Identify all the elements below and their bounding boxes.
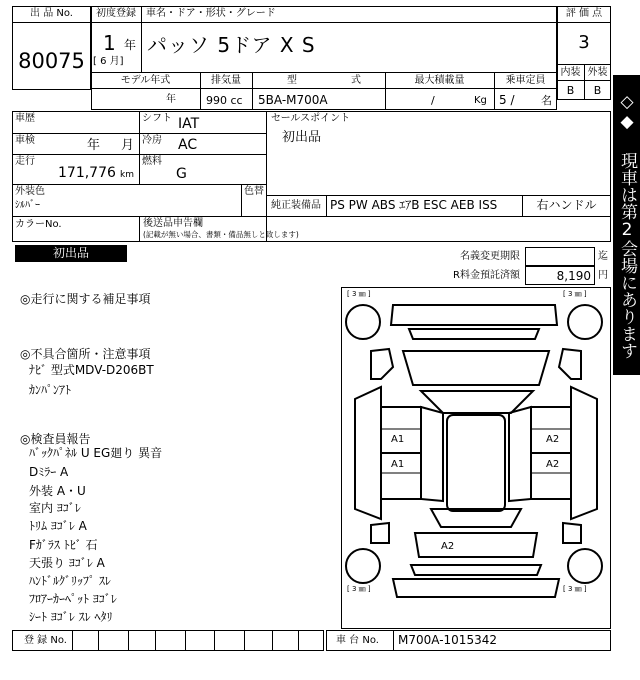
hood-top — [409, 329, 539, 339]
inspector-line: Fｶﾞﾗｽ ﾄﾋﾞ 石 — [29, 538, 98, 552]
pillar-right — [509, 407, 531, 501]
rating: 3 — [578, 32, 590, 53]
rear-bumper — [393, 579, 559, 597]
first-reg-month: [ 6 月] — [93, 56, 124, 67]
sales-point: 初出品 — [282, 130, 322, 145]
rear-panel — [415, 533, 537, 557]
recycle-unit: 円 — [598, 270, 608, 281]
pillar-left — [421, 407, 443, 501]
model-label-2: 式 — [351, 75, 361, 86]
mileage-unit: km — [120, 170, 134, 180]
mileage: 171,776 — [58, 165, 116, 181]
capacity-label: 乗車定員 — [505, 75, 546, 86]
windshield — [421, 391, 533, 413]
defect-line: ｶﾝﾊﾟﾝｱﾄ — [29, 383, 72, 397]
inspector-line: ﾊﾞｯｸﾊﾟﾈﾙ U EG廻り 異音 — [29, 446, 163, 460]
tire-rear-right — [568, 549, 602, 583]
tire-tread-rl: [ 3 ㎜ ] — [347, 585, 371, 593]
fuel-label: 燃料 — [142, 156, 162, 167]
inspector-line: ﾊﾝﾄﾞﾙｸﾞﾘｯﾌﾟ ｽﾚ — [29, 574, 111, 588]
ac: AC — [178, 137, 198, 153]
tire-tread-fr: [ 3 ㎜ ] — [563, 290, 587, 298]
inspector-line: 天張り ﾖｺﾞﾚ A — [29, 556, 105, 570]
fuel: G — [176, 166, 187, 182]
exterior-label: 外装 — [587, 67, 608, 78]
model-year-unit: 年 — [166, 94, 176, 105]
rating-label: 評 価 点 — [565, 8, 603, 19]
hood — [403, 351, 549, 385]
front-fender-right — [559, 349, 581, 379]
roof — [447, 415, 505, 511]
door-left-front — [381, 407, 421, 453]
inspection-month: 月 — [121, 138, 135, 153]
car-title: パッソ 5ドア X S — [147, 33, 316, 57]
first-reg-year-unit: 年 — [124, 38, 137, 52]
damage-mark-right-front: A2 — [546, 434, 560, 445]
inspector-header: ◎検査員報告 — [20, 432, 91, 446]
inspector-line: ｼｰﾄ ﾖｺﾞﾚ ｽﾚ ﾍﾀﾘ — [29, 610, 113, 624]
rear-lower — [411, 565, 541, 575]
inspector-line: ﾌﾛｱｰｶｰﾍﾟｯﾄ ﾖｺﾞﾚ — [29, 592, 117, 606]
sales-point-label: セールスポイント — [271, 113, 351, 124]
driving-notes-header: ◎走行に関する補足事項 — [20, 292, 151, 306]
max-load-label: 最大積載量 — [414, 75, 465, 86]
venue-banner-text: ◇◆ 現車は第2会場にあります ◆◇ — [590, 91, 637, 359]
model-label: 型 — [287, 75, 297, 86]
shift-label: シフト — [142, 113, 172, 124]
tire-tread-rr: [ 3 ㎜ ] — [563, 585, 587, 593]
exterior-color: ｼﾙﾊﾞｰ — [15, 200, 40, 211]
lot-no: 80075 — [18, 49, 85, 73]
car-damage-diagram — [341, 287, 611, 629]
color-no-label: カラーNo. — [15, 219, 62, 230]
reg-no-label: 登 録 No. — [24, 635, 67, 646]
model: 5BA-M700A — [258, 93, 328, 107]
defect-line: ﾅﾋﾞ 型式MDV-D206BT — [29, 363, 154, 377]
tire-front-left — [346, 305, 380, 339]
equipment-label: 純正装備品 — [271, 200, 321, 211]
first-reg-year: 1 — [103, 31, 116, 55]
mileage-label: 走行 — [15, 156, 35, 167]
inspection-year: 年 — [87, 138, 101, 153]
name-change-box — [525, 247, 595, 266]
defects-header: ◎不具合箇所・注意事項 — [20, 347, 151, 361]
tire-front-right — [568, 305, 602, 339]
post-doc-label: 後送品申告欄 — [143, 218, 203, 229]
damage-mark-left-rear: A1 — [391, 459, 405, 470]
recycle-label: R料金預託済額 — [453, 270, 520, 281]
first-reg-label: 初度登録 — [96, 8, 136, 19]
capacity-unit: 名 — [541, 94, 552, 107]
inspector-line: Dﾐﾗｰ A — [29, 465, 69, 479]
displacement-label: 排気量 — [211, 75, 241, 86]
rear-fender-left — [371, 523, 389, 543]
door-right-front — [531, 407, 571, 453]
capacity: 5 / — [499, 93, 515, 107]
max-load-unit: Kg — [474, 95, 487, 106]
model-year-label: モデル年式 — [120, 75, 171, 86]
damage-mark-right-rear: A2 — [546, 459, 560, 470]
front-fender-left — [371, 349, 393, 379]
shift: IAT — [178, 116, 200, 132]
tire-tread-fl: [ 3 ㎜ ] — [347, 290, 371, 298]
name-change-label: 名義変更期限 — [460, 251, 520, 262]
color-change-label: 色替 — [244, 186, 264, 197]
damage-mark-rear: A2 — [441, 541, 455, 552]
history-label: 車歴 — [15, 113, 35, 124]
side-left-outer — [355, 387, 381, 519]
inspector-line: 室内 ﾖｺﾞﾚ — [29, 501, 81, 515]
rear-fender-right — [563, 523, 581, 543]
exterior-grade: B — [593, 84, 602, 97]
exterior-color-label: 外装色 — [15, 186, 45, 197]
front-bumper — [391, 305, 557, 325]
damage-mark-left-front: A1 — [391, 434, 405, 445]
displacement: 990 cc — [206, 94, 243, 107]
inspector-line: ﾄﾘﾑ ﾖｺﾞﾚ A — [29, 519, 87, 533]
chassis-label: 車 台 No. — [336, 635, 379, 646]
inspection-label: 車検 — [15, 135, 35, 146]
recycle-amount: 8,190 — [556, 269, 591, 283]
interior-grade: B — [566, 84, 575, 97]
lot-no-label: 出 品 No. — [30, 8, 73, 19]
equipment: PS PW ABS ｴｱB ESC AEB ISS — [330, 198, 498, 212]
max-load-slash: / — [431, 94, 435, 107]
chassis-no: M700A-1015342 — [398, 633, 497, 647]
ac-label: 冷房 — [142, 135, 162, 146]
name-change-suffix: 迄 — [598, 251, 608, 262]
venue-banner — [590, 75, 640, 375]
first-listing-badge: 初出品 — [15, 245, 127, 262]
side-right-outer — [571, 387, 597, 519]
handle: 右ハンドル — [536, 198, 597, 212]
inspector-line: 外装 A・U — [29, 484, 86, 498]
car-title-label: 車名・ドア・形状・グレード — [146, 8, 276, 19]
interior-label: 内装 — [560, 67, 581, 78]
post-doc-note: (記載が無い場合、書類・備品無しと致します) — [143, 230, 299, 239]
tire-rear-left — [346, 549, 380, 583]
